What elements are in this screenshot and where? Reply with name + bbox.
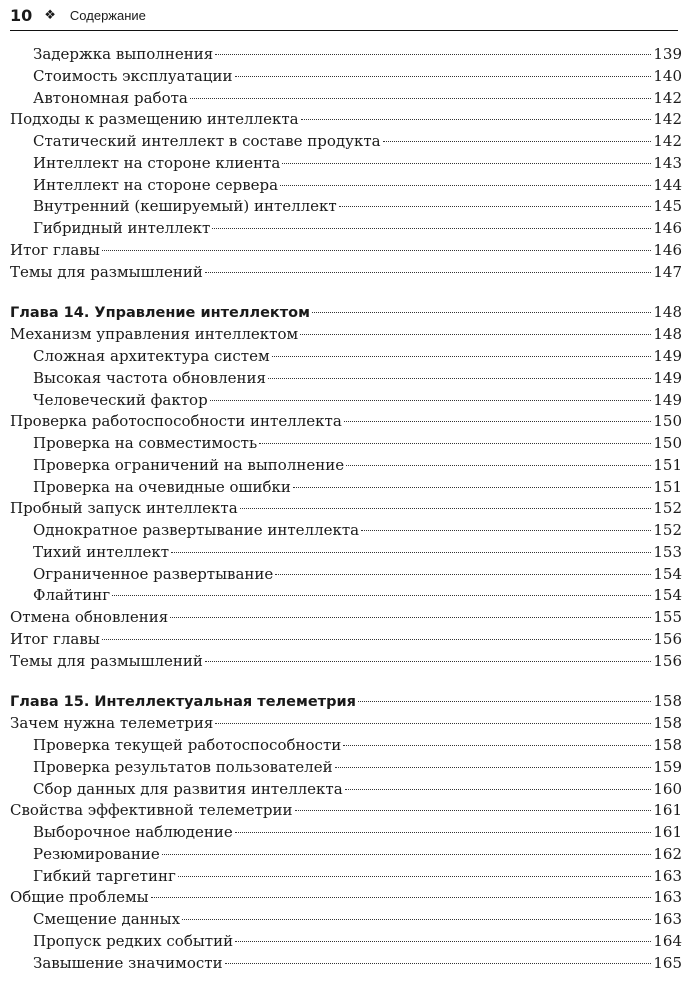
toc-entry-title: Гибкий таргетинг (33, 866, 176, 885)
toc-entry[interactable] (10, 477, 682, 499)
toc-entry-title: Автономная работа (33, 88, 188, 107)
dot-leader (383, 141, 652, 142)
toc-entry[interactable] (10, 109, 682, 131)
dot-leader (282, 163, 651, 164)
toc-entry-title: Свойства эффективной телеметрии (10, 801, 293, 820)
toc-entry-page: 148 (653, 325, 682, 344)
dot-leader (335, 767, 652, 768)
dot-leader (190, 98, 652, 99)
toc-entry-title: Резюмирование (33, 844, 160, 863)
dot-leader (268, 378, 651, 379)
toc-entry[interactable] (10, 931, 682, 953)
toc-entry-page: 140 (653, 66, 682, 85)
toc-entry-page: 165 (653, 953, 682, 972)
dot-leader (280, 185, 651, 186)
dot-leader (112, 595, 651, 596)
page-header (10, 4, 678, 26)
toc-entry-page: 155 (653, 608, 682, 626)
header-divider (10, 30, 678, 31)
toc-entry-page: 142 (653, 132, 682, 150)
dot-leader (272, 356, 652, 357)
toc-entry[interactable] (10, 585, 682, 607)
toc-entry-title: Статический интеллект в составе продукта (33, 132, 381, 150)
toc-entry[interactable] (10, 953, 682, 975)
dot-leader (301, 119, 652, 120)
dot-leader (215, 54, 651, 55)
dot-leader (215, 723, 651, 724)
toc-entry-title: Интеллект на стороне клиента (33, 153, 281, 172)
toc-entry[interactable] (10, 88, 682, 110)
toc-entry-title: Выборочное наблюдение (33, 823, 233, 841)
dot-leader (300, 334, 651, 335)
toc-entry-page: 153 (653, 542, 682, 561)
toc-entry-page: 152 (653, 521, 682, 539)
toc-entry-page: 154 (653, 564, 682, 583)
toc-entry[interactable] (10, 887, 682, 909)
dot-leader (293, 487, 651, 488)
toc-entry-page: 159 (653, 757, 682, 776)
toc-entry-title: Внутренний (кешируемый) интеллект (33, 197, 337, 216)
toc-entry[interactable] (10, 324, 682, 346)
toc-entry-title: Задержка выполнения (33, 45, 214, 63)
dot-leader (205, 272, 651, 273)
toc-entry-page: 156 (653, 629, 682, 648)
toc-chapter-entry[interactable] (10, 689, 682, 713)
toc-entry-page: 158 (653, 714, 682, 733)
toc-entry-page: 163 (653, 888, 682, 907)
toc-entry[interactable] (10, 779, 682, 801)
toc-entry-page: 142 (653, 88, 682, 107)
dot-leader (178, 876, 652, 877)
toc-entry[interactable] (10, 240, 682, 262)
toc-entry-title: Подходы к размещению интеллекта (10, 110, 299, 129)
toc-entry-page: 163 (653, 910, 682, 928)
toc-entry[interactable] (10, 629, 682, 651)
toc-entry[interactable] (10, 542, 682, 564)
toc-entry-page: 154 (653, 586, 682, 605)
dot-leader (205, 661, 651, 662)
toc-entry[interactable] (10, 44, 682, 66)
dot-leader (182, 919, 651, 920)
toc-entry-page: 152 (653, 499, 682, 518)
toc-entry-page: 145 (653, 197, 682, 216)
toc-entry[interactable] (10, 390, 682, 412)
table-of-contents (10, 44, 682, 974)
toc-entry-title: Итог главы (10, 240, 100, 259)
toc-entry-title: Однократное развертывание интеллекта (33, 521, 360, 539)
toc-entry-title: Завышение значимости (33, 953, 223, 972)
toc-entry-title: Пробный запуск интеллекта (10, 499, 238, 518)
toc-entry-page: 150 (653, 434, 682, 452)
toc-entry-page: 149 (653, 368, 682, 387)
toc-entry[interactable] (10, 175, 682, 197)
toc-entry-title: Зачем нужна телеметрия (10, 714, 214, 733)
toc-entry-page: 149 (653, 347, 682, 365)
dot-leader (171, 552, 651, 553)
dot-leader (345, 789, 652, 790)
toc-entry[interactable] (10, 757, 682, 779)
toc-entry-title: Проверка на совместимость (33, 434, 258, 452)
four-diamonds-icon: ❖ (44, 7, 56, 23)
toc-entry-page: 149 (653, 390, 682, 409)
toc-entry-page: 143 (653, 153, 682, 172)
toc-entry-page: 163 (653, 866, 682, 885)
toc-entry-page: 161 (653, 801, 682, 820)
toc-entry[interactable] (10, 651, 682, 673)
toc-entry-title: Интеллект на стороне сервера (33, 175, 279, 194)
toc-entry[interactable] (10, 153, 682, 175)
toc-entry-title: Итог главы (10, 629, 100, 648)
toc-entry-page: 158 (653, 692, 682, 711)
dot-leader (295, 810, 652, 811)
toc-entry-title: Стоимость эксплуатации (33, 66, 233, 85)
dot-leader (235, 832, 652, 833)
toc-entry-title: Пропуск редких событий (33, 931, 234, 950)
toc-entry-title: Сложная архитектура систем (33, 347, 270, 365)
dot-leader (358, 701, 651, 702)
toc-entry-page: 146 (653, 219, 682, 237)
toc-entry[interactable] (10, 735, 682, 757)
dot-leader (235, 76, 652, 77)
dot-leader (225, 963, 652, 964)
dot-leader (102, 639, 652, 640)
toc-entry-page: 148 (653, 303, 682, 322)
toc-entry-title: Темы для размышлений (10, 262, 203, 281)
dot-leader (344, 421, 652, 422)
dot-leader (240, 508, 652, 509)
toc-entry-title: Глава 15. Интеллектуальная телеметрия (10, 694, 356, 711)
toc-entry-title: Общие проблемы (10, 888, 149, 907)
toc-entry-title: Человеческий фактор (33, 390, 208, 409)
toc-entry-title: Глава 14. Управление интеллектом (10, 305, 310, 322)
dot-leader (210, 400, 652, 401)
dot-leader (170, 617, 651, 618)
dot-leader (343, 745, 651, 746)
toc-entry[interactable] (10, 844, 682, 866)
toc-entry-page: 158 (653, 736, 682, 754)
toc-entry-page: 147 (653, 262, 682, 281)
toc-entry[interactable] (10, 262, 682, 284)
page-number: 10 (10, 5, 33, 25)
toc-entry-title: Тихий интеллект (33, 542, 170, 561)
dot-leader (339, 206, 652, 207)
toc-entry[interactable] (10, 455, 682, 477)
toc-chapter-entry[interactable] (10, 300, 682, 324)
toc-entry-page: 144 (653, 175, 682, 194)
toc-entry-page: 139 (653, 45, 682, 63)
toc-entry-title: Гибридный интеллект (33, 219, 211, 237)
toc-entry-page: 142 (653, 110, 682, 129)
toc-entry-title: Проверка текущей работоспособности (33, 736, 342, 754)
toc-entry[interactable] (10, 564, 682, 586)
dot-leader (361, 530, 651, 531)
toc-entry[interactable] (10, 713, 682, 735)
toc-entry[interactable] (10, 800, 682, 822)
toc-entry-title: Сбор данных для развития интеллекта (33, 779, 343, 798)
toc-entry-page: 161 (653, 823, 682, 841)
toc-entry-page: 146 (653, 240, 682, 259)
toc-entry-title: Проверка ограничений на выполнение (33, 455, 345, 474)
toc-entry[interactable] (10, 66, 682, 88)
toc-entry[interactable] (10, 218, 682, 240)
toc-entry[interactable] (10, 866, 682, 888)
toc-entry[interactable] (10, 196, 682, 218)
toc-entry[interactable] (10, 433, 682, 455)
toc-entry-page: 150 (653, 412, 682, 431)
toc-entry[interactable] (10, 411, 682, 433)
toc-entry-page: 156 (653, 651, 682, 670)
running-title: Содержание (69, 7, 146, 23)
toc-entry-page: 160 (653, 779, 682, 798)
toc-entry-title: Высокая частота обновления (33, 368, 266, 387)
toc-entry-page: 151 (653, 477, 682, 496)
toc-entry-title: Темы для размышлений (10, 651, 203, 670)
toc-entry[interactable] (10, 368, 682, 390)
toc-entry[interactable] (10, 909, 682, 931)
toc-entry[interactable] (10, 346, 682, 368)
toc-entry-page: 162 (653, 844, 682, 863)
dot-leader (312, 312, 651, 313)
toc-entry-title: Ограниченное развертывание (33, 564, 274, 583)
toc-entry-page: 164 (653, 931, 682, 950)
dot-leader (259, 443, 651, 444)
toc-entry-title: Смещение данных (33, 910, 181, 928)
toc-entry[interactable] (10, 607, 682, 629)
toc-entry-title: Проверка на очевидные ошибки (33, 477, 291, 496)
dot-leader (346, 465, 651, 466)
dot-leader (102, 250, 652, 251)
toc-entry-title: Флайтинг (33, 586, 111, 605)
toc-entry-title: Проверка результатов пользователей (33, 757, 333, 776)
toc-entry[interactable] (10, 131, 682, 153)
toc-entry-title: Проверка работоспособности интеллекта (10, 412, 342, 431)
toc-entry[interactable] (10, 498, 682, 520)
toc-entry-page: 151 (653, 455, 682, 474)
dot-leader (151, 897, 652, 898)
dot-leader (162, 854, 652, 855)
toc-entry[interactable] (10, 520, 682, 542)
dot-leader (235, 941, 651, 942)
toc-entry-title: Отмена обновления (10, 608, 169, 626)
dot-leader (212, 228, 651, 229)
dot-leader (275, 574, 651, 575)
toc-entry-title: Механизм управления интеллектом (10, 325, 299, 344)
toc-entry[interactable] (10, 822, 682, 844)
